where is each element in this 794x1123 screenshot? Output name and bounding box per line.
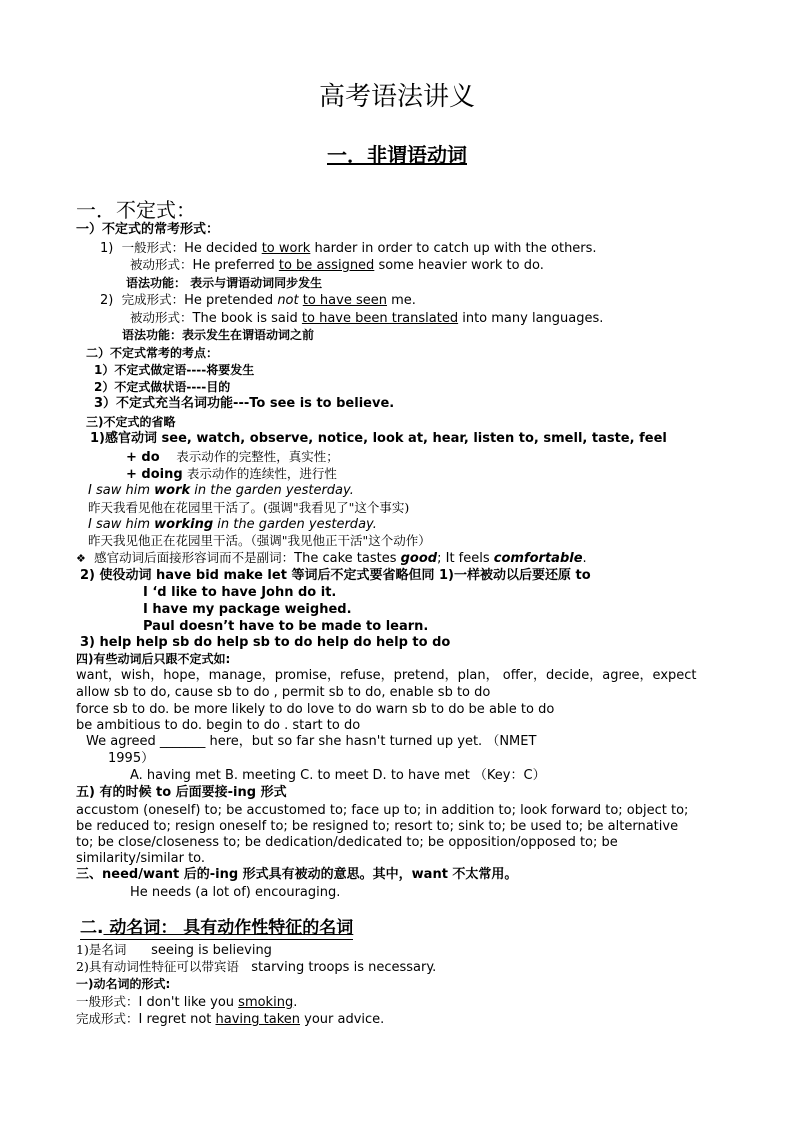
label-cn: 一般形式： (121, 240, 185, 255)
example-translation-2: 昨天我见他正在花园里干活。（强调"我见他正干活"这个动作） (88, 533, 431, 548)
text: some heavier work to do. (374, 258, 544, 273)
label-cn: 完成形式： (76, 1011, 139, 1026)
cn-text: 表示动作的连续性，进行性 (186, 466, 337, 481)
plus-do-line (126, 449, 339, 467)
text: in the garden yesterday. (190, 483, 354, 498)
label-cn: 被动形式： (130, 257, 193, 272)
text: me. (386, 293, 416, 308)
item-number: 2) (100, 293, 114, 308)
text: . (582, 551, 587, 566)
test-points-heading: 二）不定式常考的考点： (86, 346, 219, 360)
underlined-text: to have seen (302, 293, 387, 308)
heading-number: 二. (80, 918, 104, 938)
help-usage: 3) help help sb do help sb to do help do help to do (80, 635, 451, 650)
infinitive-forms-heading: 一）不定式的常考形式： (76, 222, 220, 237)
grammar-function-1: 语法功能： 表示与谓语动词同步发生 (126, 276, 323, 290)
text: seeing is believing (151, 943, 272, 958)
bold-italic-text: comfortable (493, 551, 583, 566)
verb-list-3: force sb to do. be more likely to do love to do warn sb to do be able to do (76, 702, 555, 717)
text: The cake tastes (294, 551, 401, 566)
to-ing-list-4: similarity/similar to. (76, 851, 206, 866)
to-ing-list-1: accustom (oneself) to; be accustomed to; face up to; in addition to; look forward to; object to; (76, 803, 689, 818)
bold-text: work (154, 483, 191, 498)
document-subtitle (0, 142, 794, 168)
verb-list-2: allow sb to do, cause sb to do , permit sb to do, enable sb to do (76, 685, 491, 700)
exam-question: We agreed _______ here，but so far she hasn't turned up yet. （NMET (86, 734, 537, 749)
text: I regret not (138, 1012, 216, 1027)
text: harder in order to catch up with the others. (310, 241, 597, 256)
infinitive-perfect-passive-form (130, 310, 603, 328)
label-cn: 一般形式： (76, 994, 139, 1009)
causative-example-3: Paul doesn’t have to be made to learn. (143, 619, 429, 634)
text: The book is said (192, 311, 302, 326)
causative-example-2: I have my package weighed. (143, 602, 352, 617)
gerund-perfect-form (76, 1011, 384, 1029)
text: . (293, 995, 298, 1010)
label-cn: 被动形式： (130, 310, 193, 325)
underlined-text: having taken (215, 1012, 300, 1027)
example-translation-1: 昨天我看见他在花园里干活了。(强调"我看见了"这个事实) (88, 500, 410, 515)
cn-text: 表示动作的完整性，真实性； (176, 449, 339, 464)
example-sentence-1 (88, 483, 354, 500)
text: He decided (184, 241, 262, 256)
underlined-text: to be assigned (278, 258, 375, 273)
to-ing-heading: 五) 有的时候 to 后面要接-ing 形式 (76, 785, 287, 800)
bold-italic-text: good (400, 551, 438, 566)
gerund-verb-line (76, 959, 436, 977)
perception-verbs: 1)感官动词 see, watch, observe, notice, look at, hear, listen to, smell, taste, feel (90, 431, 667, 446)
infinitive-only-heading: 四)有些动词后只跟不定式如: (76, 652, 231, 666)
grammar-function-2: 语法功能：表示发生在谓语动词之前 (122, 328, 315, 342)
verb-list-1: want，wish，hope，manage，promise，refuse，pretend，plan， offer，decide，agree，expect (76, 668, 697, 683)
text: ; It feels (437, 551, 494, 566)
infinitive-simple-form (100, 240, 597, 258)
causative-example-1: I ‘d like to have John do it. (143, 585, 337, 600)
label-cn: 完成形式： (121, 292, 185, 307)
plus-doing-line (126, 466, 337, 484)
text: starving troops is necessary. (251, 960, 437, 975)
bold-text: + doing (126, 467, 183, 482)
text: I don't like you (138, 995, 239, 1010)
causative-verbs: 2) 使役动词 have bid make let 等词后不定式要省略但同 1)一样被动以后要还原 to (80, 568, 591, 583)
section2-heading (80, 917, 353, 940)
text: He pretended (184, 293, 278, 308)
text: into many languages. (458, 311, 604, 326)
infinitive-perfect-form (100, 292, 416, 310)
bold-text: working (154, 517, 214, 532)
gerund-noun-line (76, 942, 272, 960)
underlined-text: smoking (238, 995, 294, 1010)
to-ing-list-3: to; be close/closeness to; be dedication/dedicated to; be opposition/opposed to; be (76, 835, 618, 850)
need-want-heading: 三、need/want 后的-ing 形式具有被动的意思。其中，want 不太常用。 (76, 867, 518, 882)
heading-text: 动名词： 具有动作性特征的名词 (103, 918, 354, 938)
example-sentence-2 (88, 517, 377, 534)
cn-text: 感官动词后面接形容词而不是副词： (94, 550, 295, 565)
text: He preferred (192, 258, 279, 273)
test-point-1: 1）不定式做定语----将要发生 (94, 363, 255, 377)
section1-heading: 一．不定式： (76, 198, 196, 222)
to-ing-list-2: be reduced to; resign oneself to; be resigned to; resort to; sink to; be used to; be alternative (76, 819, 679, 834)
verb-list-4: be ambitious to do. begin to do . start to do (76, 718, 361, 733)
item-number: 1) (100, 241, 114, 256)
text: I saw him (88, 483, 155, 498)
infinitive-passive-form (130, 257, 544, 275)
bullet-line (76, 550, 587, 568)
cn-text: 1)是名词 (76, 942, 127, 957)
bold-text: + do (126, 450, 160, 465)
cn-text: 2)具有动词性特征可以带宾语 (76, 959, 239, 974)
text: I saw him (88, 517, 155, 532)
test-point-3: 3）不定式充当名词功能---To see is to believe. (94, 396, 395, 411)
underlined-text: to have been translated (301, 311, 459, 326)
gerund-forms-heading: 一)动名词的形式: (76, 977, 171, 991)
diamond-bullet-icon: ❖ (76, 552, 86, 565)
need-want-example: He needs (a lot of) encouraging. (130, 885, 341, 900)
text: your advice. (300, 1012, 385, 1027)
exam-year: 1995） (108, 751, 155, 766)
test-point-2: 2）不定式做状语----目的 (94, 380, 231, 394)
gerund-simple-form (76, 994, 297, 1012)
exam-options: A. having met B. meeting C. to meet D. to have met （Key：C） (130, 768, 546, 783)
document-title: 高考语法讲义 (318, 82, 475, 112)
omission-heading: 三)不定式的省略 (86, 415, 176, 429)
underlined-text: to work (261, 241, 311, 256)
italic-text: not (277, 293, 299, 308)
text: in the garden yesterday. (213, 517, 377, 532)
subtitle-text: 一．非谓语动词 (327, 143, 467, 167)
